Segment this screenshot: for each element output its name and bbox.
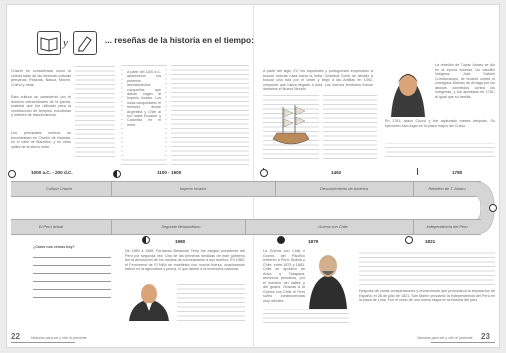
answer-line[interactable] (33, 273, 111, 274)
timeline-divider (413, 220, 414, 234)
date-guerra: 1879 (308, 239, 319, 244)
timeline-label-peru-actual: El Perú actual (38, 224, 64, 229)
timeline-label-chavin: Cultura Chavín (46, 186, 72, 191)
timeline-divider (245, 220, 246, 234)
page-number-left: 22 (11, 332, 20, 341)
book-spread (7, 5, 499, 347)
footer-text-right: Historias para ver y vivir el presente (417, 336, 473, 340)
date-chavin: 1000 a.C. - 200 d.C. (31, 170, 73, 175)
answer-line[interactable] (33, 265, 111, 266)
timeline-marker-1492-ring (260, 169, 268, 177)
inca-illustration (171, 65, 249, 165)
rebelion-text: La rebelión de Túpac Amaru se dio en la época colonial. Un caudillo indígena, José Gabriel Condorcanqui, se levantó contra el corregidor Antonio de Arriaga por los abusos cometidos contra los indígenas, y fue apresado en 1781, al igual que su familia. (435, 63, 495, 99)
chavin-text-3: Los principales centros se encontraban en Chavín de Huántar, en el valle de Marañón, y en otros valles de la sierra norte. (11, 131, 71, 149)
timeline-divider (275, 182, 276, 196)
descubrimiento-text: A partir del siglo XV, los españoles y portugueses empezaron a buscar nuevas rutas hacia la India. Cristóbal Colón se decidió a buscar una ruta por el oeste y llegó a las Antillas en 1492, creyendo que había llegado a Asia. Los nuevos territorios fueron llamados el Nuevo Mundo. (263, 69, 373, 91)
timeline-marker-inca (113, 170, 121, 178)
inca-card (123, 67, 165, 157)
footer-rule-right (431, 342, 495, 343)
book-spine (253, 5, 254, 347)
answer-line[interactable] (33, 297, 111, 298)
rebelion-lines (385, 143, 495, 157)
timeline-marker-chavin (8, 170, 16, 178)
timeline-label-rebelion: Rebelión de T. Amaru (428, 186, 466, 191)
independencia-text: Después de varias conspiraciones y revoluciones que provocaron la separación de España, el 28 de julio de 1821, San Martín proclamó la independencia del Perú en la plaza de Lima. Fue el inicio de una nueva etapa en la historia del país. (359, 289, 495, 302)
header-connector: y (63, 37, 68, 49)
chavin-text-1: Chavín es considerada como la cultura base de las diversas culturas peruanas: Paracas, Nasca, Moche, Chimú y otras. (11, 69, 71, 87)
timeline-label-inca: Imperio Incaico (179, 186, 207, 191)
guerra-lines (263, 309, 349, 323)
timeline-label-belaundismo: Segundo Belaundismo (161, 224, 201, 229)
answer-line[interactable] (33, 281, 111, 282)
timeline-marker-1780 (417, 168, 418, 175)
timeline-marker-1821 (405, 236, 413, 244)
question-label: ¿Cómo nos vemos hoy? (33, 245, 75, 249)
timeline-divider (111, 220, 112, 234)
timeline-band-top (11, 181, 481, 197)
inca-text: A partir del 1100 d.C. aparecieron los primeros asentamientos cuzqueños que darían origen al Imperio Incaico. Los incas conquistaron el territorio desde Argentina y Chile al sur hasta Ecuador y Colombia en el norte. (127, 70, 161, 127)
page-number-right: 23 (481, 332, 490, 341)
guerra-text: La Guerra con Chile o Guerra del Pacífico enfrentó a Perú, Bolivia y Chile, entre 1879 y 1883. Chile se apoderó de Arica y Tarapacá, territorios peruanos, por el dominio del salitre y del guano. Gracias a la Guerra con Chile el Perú sufrió consecuencias muy difíciles. (263, 249, 305, 303)
timeline-label-descubrimiento: Descubrimiento de América (320, 186, 368, 191)
chavin-text-2: Esta cultura se caracterizó por el dominio extraordinario de la piedra, material que fue utilizado para la construcción de templos, esculturas y relieves de trascendencia. (11, 95, 71, 117)
timeline-label-independencia: Independencia del Perú (426, 224, 468, 229)
page-heading: ... reseñas de la historia en el tiempo: (105, 35, 254, 45)
belaunde-lines (177, 281, 245, 321)
timeline-label-guerra-chile: Guerra con Chile (318, 224, 348, 229)
answer-line[interactable] (33, 257, 111, 258)
answer-line[interactable] (33, 289, 111, 290)
timeline-end-marker (489, 204, 497, 212)
tupac-amaru-portrait (385, 63, 431, 117)
date-belaundismo: 1980 (175, 239, 186, 244)
date-independencia: 1821 (425, 239, 436, 244)
timeline-divider (111, 182, 112, 196)
miguel-grau-portrait (307, 249, 349, 309)
timeline-band-bottom (11, 219, 481, 235)
footer-text-left: Historias para ver y vivir el presente (31, 336, 87, 340)
date-inca: 1100 - 1600 (157, 170, 182, 175)
timeline-marker-1980 (142, 236, 150, 244)
writing-hand-icon (73, 31, 97, 55)
date-rebelion: 1780 (452, 170, 463, 175)
belaunde-text-intro: De 1980 a 1985, Fernando Belaúnde Terry fue elegido presidente del Perú por segunda vez. Una de las primeras medidas de este gobierno fue la devolución de los medios de comunicación a sus dueños. En 1983, el Fenómeno de El Niño se manifestó con mucha fuerza, ocasionando daños en la agricultura y pesca, lo que afectó a la economía nacional. (125, 249, 245, 271)
belaunde-portrait (125, 281, 173, 321)
ship-icon (269, 101, 313, 153)
chavin-illustration (75, 65, 115, 157)
footer-rule-left (11, 342, 75, 343)
date-descubrimiento: 1492 (331, 170, 342, 175)
book-icon (37, 31, 61, 55)
timeline-divider (413, 182, 414, 196)
descubrimiento-lines (323, 95, 377, 159)
independencia-illustration (359, 249, 495, 285)
rebelion-text-2: En 1781, atacó Cuzco y fue capturado meses después. Su ejecución tuvo lugar en la plaza mayor del Cuzco. (385, 119, 495, 128)
timeline-marker-1879 (277, 236, 285, 244)
